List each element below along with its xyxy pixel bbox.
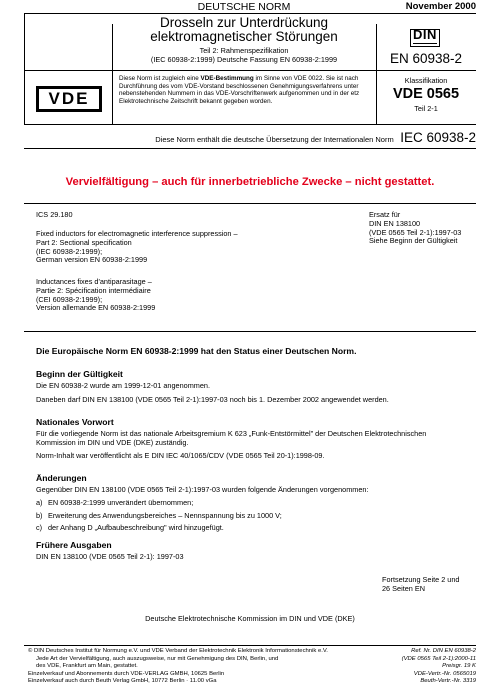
vde-logo-text: VDE [48,89,90,108]
iec-line [24,129,476,147]
left-border [24,13,25,124]
norm-number: EN 60938-2 [389,51,463,66]
french-title-line: Version allemande EN 60938-2:1999 [36,303,156,313]
fruehere-p1: DIN EN 138100 (VDE 0565 Teil 2-1): 1997-03 [36,552,184,561]
notice-prefix: Diese Norm ist zugleich eine [119,75,201,82]
klassifikation-label: Klassifikation [404,76,448,85]
vorwort-p1 [36,430,481,448]
list-text: EN 60938-2:1999 unverändert übernommen; [48,498,194,507]
info-rule [24,331,476,332]
vde-part: Teil 2-1 [414,104,438,113]
french-title [36,278,336,313]
beginn-p2: Daneben darf DIN EN 138100 (VDE 0565 Teil 2-1):1997-03 noch bis 1. Dezember 2002 angewendet werden. [36,395,389,404]
ersatz-line: DIN EN 138100 [369,218,421,228]
list-text: der Anhang D „Aufbaubeschreibung" wird hinzugefügt. [48,523,224,532]
english-title-line: German version EN 60938-2:1999 [36,255,148,265]
footer-ref-line: Beuth-Vertr.-Nr. 3319 [420,678,476,685]
list-text: Erweiterung des Anwendungsbereiches – Nennspannung bis zu 1000 V; [48,510,282,520]
notice-line-3: nebenstehenden Nummern in das VDE-Vorschriftenwerk aufgenommen und in der etz [119,90,360,98]
vorwort-heading: Nationales Vorwort [36,417,114,427]
iec-text: Diese Norm enthält die deutsche Übersetzung der Internationalen Norm [155,135,394,144]
subtitle-line-2: (IEC 60938-2:1999) Deutsche Fassung EN 60938-2:1999 [150,55,338,64]
notice-bold: VDE-Bestimmung [200,75,254,82]
list-marker: a) [36,498,43,507]
footer-line: Einzelverkauf auch durch Beuth Verlag GmbH, 10772 Berlin · 11.00 vGa [28,678,217,685]
vorwort-p1-line-2: Kommission im DIN und VDE (DKE) zuständig. [36,437,189,447]
list-marker: c) [36,523,43,532]
iec-number: IEC 60938-2 [400,130,476,145]
title-line-2: elektromagnetischer Störungen [150,29,338,44]
footer-ref-line: (VDE 0565 Teil 2-1):2000-11 [401,655,476,662]
vde-logo [36,86,102,112]
vde-number: VDE 0565 [392,86,460,102]
english-title-line: Part 2: Sectional specification [36,237,132,247]
beginn-p1: Die EN 60938-2 wurde am 1999-12-01 angenommen. [36,381,211,390]
french-title-line: Partie 2: Spécification intermédiaire [36,285,151,295]
french-title-line: (CEI 60938-2:1999); [36,294,103,304]
footer-right [376,648,476,686]
norm-label: DEUTSCHE NORM [197,1,291,13]
notice-line-1 [119,75,374,83]
footer-line: Einzelverkauf und Abonnements durch VDE-VERLAG GMBH, 10625 Berlin [28,670,225,677]
list-marker: b) [36,510,43,520]
title-line-1: Drosseln zur Unterdrückung [159,15,329,30]
notice-line-1-rest: im Sinne von VDE 0022. Sie ist nach [253,75,359,82]
english-title-line: (IEC 60938-2:1999); [36,246,103,256]
continuation-line-2: 26 Seiten EN [382,583,425,593]
notice-line-4: Elektrotechnische Zeitschrift bekannt gegeben worden. [119,97,273,105]
warning-rule [24,203,476,204]
copy-warning: Vervielfältigung – auch für innerbetriebliche Zwecke – nicht gestattet. [65,176,435,188]
footer-ref-line: Ref. Nr. DIN EN 60938-2 [411,648,476,654]
notice-line-2: Durchführung des vom VDE-Vorstand beschlossenen Genehmigungsverfahrens unter [119,82,359,90]
status-line: Die Europäische Norm EN 60938-2:1999 hat den Status einer Deutschen Norm. [36,346,357,356]
vorwort-p1-line-1: Für die vorliegende Norm ist das nationale Arbeitsgremium K 623 „Funk-Entstörmittel" der Deutschen Elektrotechnischen [36,429,427,438]
din-logo-bar [413,43,437,45]
english-title-line: Fixed inductors for electromagnetic interference suppression – [36,229,238,238]
commission: Deutsche Elektrotechnische Kommission im DIN und VDE (DKE) [145,614,355,623]
beginn-heading: Beginn der Gültigkeit [36,369,123,379]
list-item [36,524,476,537]
din-logo-text: DIN [413,27,437,42]
aenderungen-intro: Gegenüber DIN EN 138100 (VDE 0565 Teil 2-1):1997-03 wurden folgende Änderungen vorgenommen: [36,485,369,494]
french-title-line: Inductances fixes d'antiparasitage – [36,277,152,286]
title-rule [24,70,476,71]
notice-rule [24,124,476,125]
continuation-note [382,576,482,594]
iec-rule [24,148,476,149]
aenderungen-list [36,499,476,537]
ersatz-line: Ersatz für [369,210,401,219]
footer-line: © DIN Deutsches Institut für Normung e.V. und VDE Verband der Elektrotechnik Elektronik Informationstechnik e.V. [28,648,328,654]
aenderungen-heading: Änderungen [36,473,87,483]
footer-ref-line: Preisgr. 19 K [442,663,476,670]
continuation-line-1: Fortsetzung Seite 2 und [382,575,460,584]
list-item [36,499,476,512]
footer-line: des VDE, Frankfurt am Main, gestattet. [36,663,138,670]
english-title [36,230,336,265]
fruehere-heading: Frühere Ausgaben [36,540,112,550]
ersatz-line: Siehe Beginn der Gültigkeit [369,236,458,246]
vorwort-p2: Norm-Inhalt war veröffentlicht als E DIN IEC 40/1065/CDV (VDE 0565 Teil 20-1):1998-09. [36,451,325,460]
ersatz-info [369,211,479,246]
footer-left [28,648,373,686]
ics-code: ICS 29.180 [36,210,73,219]
vde-notice [119,75,374,105]
footer-ref-line: VDE-Vertr.-Nr. 0565019 [413,670,476,677]
top-rule [24,13,476,14]
din-logo [410,29,440,47]
ersatz-line: (VDE 0565 Teil 2-1):1997-03 [369,227,462,237]
footer-line: Jede Art der Vervielfältigung, auch auszugsweise, nur mit Genehmigung des DIN, Berlin, und [36,655,279,662]
publication-date: November 2000 [405,1,476,12]
subtitle-line-1: Teil 2: Rahmenspezifikation [199,46,289,55]
footer-rule [24,645,476,646]
